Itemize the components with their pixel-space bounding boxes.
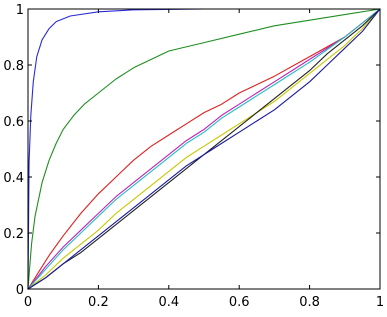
series-line-6 [28,9,380,289]
x-tick-label: 0.4 [158,295,180,310]
y-tick-label: 1 [15,3,24,18]
series-line-7 [28,9,380,289]
series-line-3 [28,9,380,289]
x-tick-label: 0 [23,295,33,310]
y-tick-label: 0.6 [3,115,24,130]
plot-frame [28,9,380,289]
series-line-2 [28,9,380,289]
label-layer [3,3,384,310]
y-tick-label: 0 [15,283,24,298]
y-tick-label: 0.2 [3,227,24,242]
x-tick-label: 0.6 [228,295,250,310]
series-line-5 [28,9,380,289]
x-tick-label: 1 [375,295,385,310]
y-tick-label: 0.8 [3,59,24,74]
y-tick-label: 0.4 [3,171,24,186]
series-line-1 [28,9,380,289]
series-layer [28,9,380,289]
x-tick-label: 0.8 [299,295,320,310]
tick-layer [28,9,380,289]
series-line-4 [28,9,380,289]
x-tick-label: 0.2 [88,295,109,310]
series-line-8 [28,9,380,289]
